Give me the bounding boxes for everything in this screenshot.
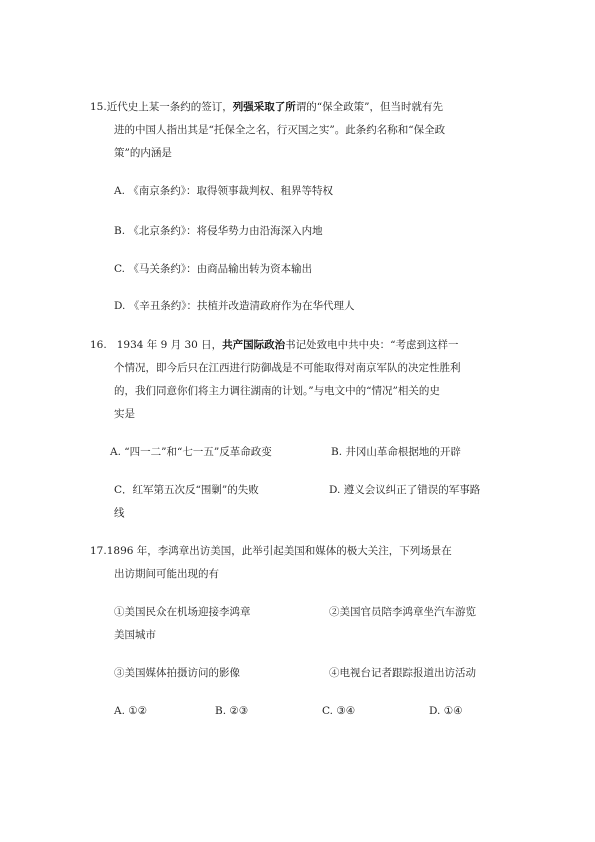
q16-stem-line-2: 个情况，即今后只在江西进行防御战是不可能取得对南京军队的决定性胜利: [114, 362, 461, 374]
q15-number: 15.: [90, 101, 107, 113]
q15-stem-line-1: [90, 100, 443, 114]
q17-option-b: B. ②③: [215, 705, 249, 717]
q15-stem-line-3: 策”的内涵是: [114, 147, 172, 159]
q16-option-c: C．红军第五次反“围剿”的失败: [114, 484, 259, 496]
q17-option-a: A. ①②: [114, 705, 148, 717]
q17-number: 17.: [90, 545, 107, 557]
q16-stem-line-1: [90, 338, 459, 352]
q15-option-a: A. 《南京条约》：取得领事裁判权、租界等特权: [114, 185, 334, 197]
q15-option-b: B. 《北京条约》：将侵华势力由沿海深入内地: [114, 225, 323, 237]
q16-option-a: A. “四一二”和“七一五”反革命政变: [110, 446, 272, 458]
q17-item-4: ④电视台记者跟踪报道出访活动: [329, 667, 476, 679]
q15-option-d: D. 《辛丑条约》：扶植并改造清政府作为在华代理人: [114, 300, 355, 312]
q17-item-1: ①美国民众在机场迎接李鸿章: [114, 606, 251, 618]
q17-item-2: ②美国官员陪李鸿章坐汽车游览: [329, 606, 476, 618]
q17-stem-line-2: 出访期间可能出现的有: [114, 568, 219, 580]
q16-option-b: B. 井冈山革命根据地的开辟: [331, 446, 461, 458]
q17-stem-line-1: [90, 544, 452, 558]
q17-option-d: D. ①④: [429, 705, 463, 717]
q15-option-c: C. 《马关条约》：由商品输出转为资本输出: [114, 263, 313, 275]
q15-stem-bold: 列强采取了所: [232, 101, 296, 113]
q16-option-d: D. 遵义会议纠正了错误的军事路: [329, 484, 481, 496]
q16-stem-line-4: 实是: [114, 408, 135, 420]
q16-stem-part-a: 1934 年 9 月 30 日，: [116, 339, 223, 351]
q15-stem-line-2: 进的中国人指出其是“托保全之名，行灭国之实”。此条约名称和“保全政: [114, 124, 446, 136]
q17-option-c: C. ③④: [322, 705, 356, 717]
q16-option-d-continued: 线: [114, 507, 125, 519]
q17-item-2-continued: 美国城市: [114, 629, 156, 641]
q16-stem-bold: 共产国际政治: [222, 339, 286, 351]
q15-stem-part-c: 谓的“保全政策”，但当时就有先: [295, 101, 443, 113]
q17-item-3: ③美国媒体拍摄访问的影像: [114, 667, 240, 679]
q15-stem-part-a: 近代史上某一条约的签订，: [106, 101, 233, 113]
q16-number: 16.: [90, 339, 107, 351]
q17-stem-text: 1896 年，李鸿章出访美国，此举引起美国和媒体的极大关注，下列场景在: [106, 545, 452, 557]
q16-stem-line-3: 的，我们同意你们将主力调往湖南的计划。”与电文中的“情况”相关的史: [114, 385, 440, 397]
q16-stem-part-c: 书记处致电中共中央：“考虑到这样一: [285, 339, 459, 351]
